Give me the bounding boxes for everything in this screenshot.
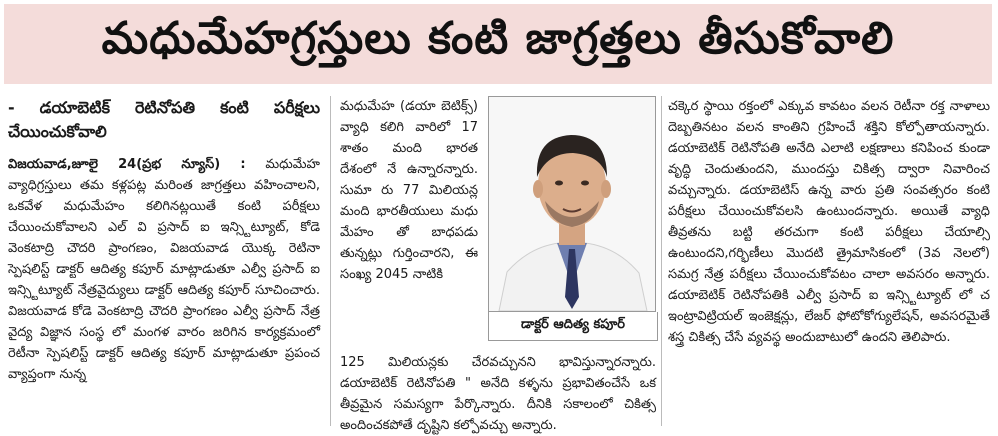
column-1: [8, 96, 320, 385]
photo-caption: డాక్టర్ ఆదిత్య కపూర్: [488, 312, 658, 341]
column-divider: [661, 96, 662, 426]
column-divider: [330, 96, 331, 426]
headline: మధుమేహగ్రస్తులు కంటి జాగ్రత్తలు తీసుకోవాలి: [101, 13, 895, 64]
subheadline: - డయాబెటిక్ రెటినోపతి కంటి పరీక్షలు చేయించుకోవాలి: [8, 98, 320, 141]
column-3: [668, 96, 990, 348]
column-2-top-text: మధుమేహ (డయా బెటిక్స్) వ్యాధి కలిగి వారిలో 17 శాతం మంది భారత దేశంలో నే ఉన్నారన్నారు. సుమా రు 77 మిలియన్ల మంది భారతీయులు మధు మేహం తో బాధపడు తున్నట్లు గుర్తించారని, ఈ సంఖ్య 2045 నాటికి: [340, 99, 478, 282]
doctor-portrait-image: [489, 97, 655, 311]
column-3-text: చక్కెర స్థాయి రక్తంలో ఎక్కువ కావటం వలన రెటీనా రక్త నాళాలు దెబ్బతినటం వలన కాంతిని గ్రహించే శక్తిని కోల్పోతాయన్నారు. డయాబెటిక్ రెటినోపతి అనేది ఎలాటి లక్షణాలు కనిపించ కుండా వృద్ధి చెందుతుందని, ముందస్తు చికిత్స ద్వారా నివారించ వచ్చున్నారు. డయాబెటిస్ ఉన్న వారు ప్రతి సంవత్సరం కంటి పరీక్షలు చేయించుకోవలసి ఉంటుందన్నారు. అయితే వ్యాధి తీవ్రతను బట్టి తరచుగా కంటి పరీక్షలు చేయాల్సి ఉంటుందని,గర్భిణీలు మొదటి త్రైమాసికంలో (3వ నెలలో) సమగ్ర నేత్ర పరీక్షలు చేయించుకోవటం చాలా అవసరం అన్నారు. డయాబెటిక్ రెటినోపతికి ఎల్వీ ప్రసాద్ ఐ ఇన్స్టిట్యూట్ లో చ ఇంట్రావిట్రియల్ ఇంజెక్షన్లు, లేజర్ ఫోటోకోగ్యులేషన్, అవసరమైతే శస్త్ర చికిత్స చేసే వ్యవస్థ అందుబాటులో ఉందని తెలిపారు.: [668, 99, 990, 345]
column-2-bottom: [340, 352, 656, 436]
column-1-text: మధుమేహ వ్యాధిగ్రస్తులు తమ కళ్లపట్ల మరింత జాగ్రత్తలు వహించాలని, ఒకవేళ మధుమేహం కలిగినట్లయితే కంటి పరీక్షలు చేయించుకోవాలని ఎల్ వి ప్రసాద్ ఐ ఇన్స్టిట్యూట్, కోడె వెంకటాద్రి చౌదరి ప్రాంగణం, విజయవాడ యొక్క రెటినా స్పెషలిస్ట్ డాక్టర్ ఆదిత్య కపూర్ మాట్లాడుతూ ఎల్వీ ప్రసాద్ ఐ ఇన్స్టిట్యూట్ నేత్రవైద్యులు డాక్టర్ ఆదిత్య కపూర్ సూచించారు. విజయవాడ కోడె వెంకటాద్రి చౌదరి ప్రాంగణం ఎల్వీ ప్రసాద్ నేత్ర వైద్య విజ్ఞాన సంస్థ లో మంగళ వారం జరిగిన కార్యక్రమంలో రెటీనా స్పెషలిస్ట్ డాక్టర్ ఆదిత్య కపూర్ మాట్లాడుతూ ప్రపంచ వ్యాప్తంగా నున్న: [8, 157, 320, 382]
headline-band: [4, 4, 992, 84]
column-2-bottom-text: 125 మిలియన్లకు చేరవచ్చునని భావిస్తున్నారన్నారు. డయాబెటిక్ రెటినోపతి " అనేది కళ్ళను ప్రభావితంచేసే ఒక తీవ్రమైన సమస్యగా పేర్కొన్నారు. దీనికి సకాలంలో చికిత్స అందించకపోతే దృష్టిని కల్పోవచ్చు అన్నారు.: [340, 355, 656, 433]
dateline: విజయవాడ,జూలై 24(ప్రభ న్యూస్) :: [8, 157, 246, 172]
doctor-photo: [488, 96, 656, 312]
column-1-body: [8, 154, 320, 385]
column-2-top: [340, 96, 478, 285]
